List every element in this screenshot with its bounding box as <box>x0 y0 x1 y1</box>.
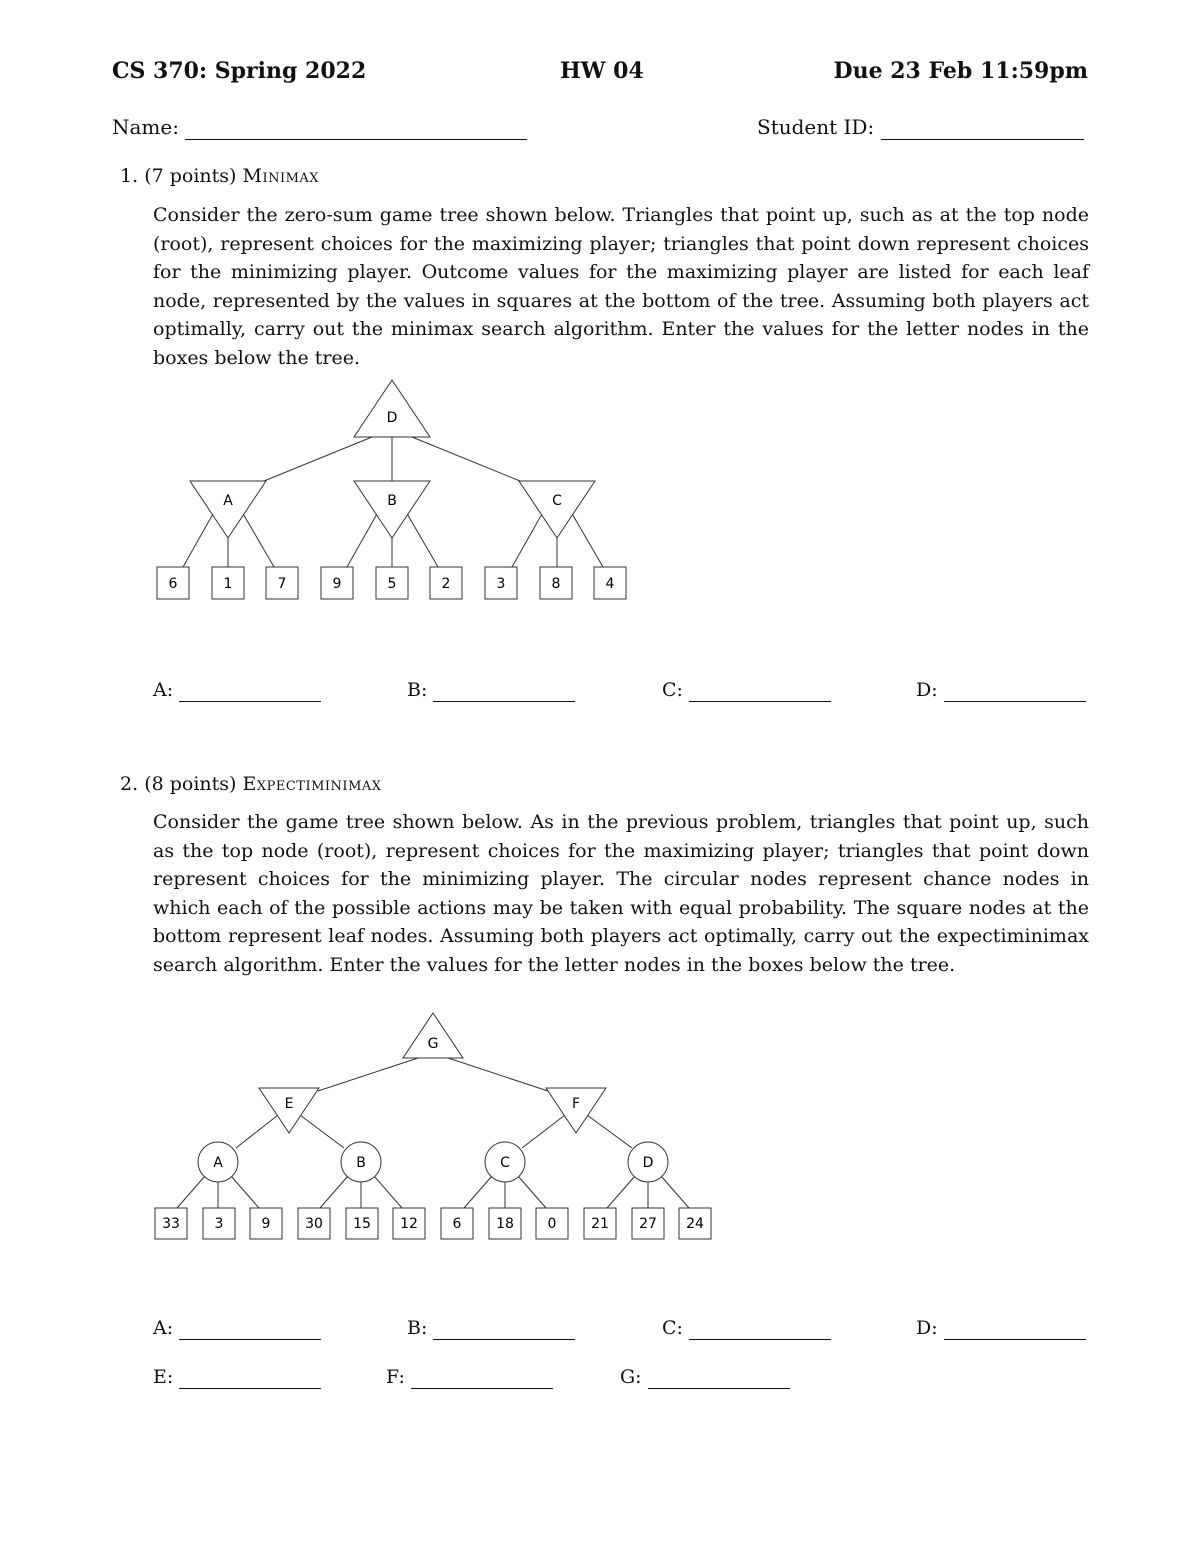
q2-points: (8 points) <box>144 773 237 795</box>
q2-edge <box>320 1176 348 1208</box>
q1-node-label-B: B <box>387 493 397 509</box>
answer-label: B: <box>407 679 428 701</box>
q2-edge <box>448 1058 548 1091</box>
q1-text: Consider the zero-sum game tree shown below. Triangles that point up, such as at the top node (root), represent choices for the maximizing player; triangles that point down represent choices for the minimizing player. Outcome values for the maximizing player are listed for each leaf node, represented by the values in squares at the bottom of the tree. Assuming both players act optimally, carry out the minimax search algorithm. Enter the values for the letter nodes in the boxes below the tree. <box>153 204 1089 369</box>
answer-blank[interactable] <box>433 1317 575 1340</box>
q1-points: (7 points) <box>144 165 237 187</box>
q1-max-node-triangle <box>354 380 430 437</box>
q1-number: 1. <box>120 165 139 187</box>
q2-node-label-E: E <box>284 1096 294 1112</box>
q1-answer-A[interactable] <box>153 679 321 702</box>
answer-blank[interactable] <box>179 1366 321 1389</box>
q2-leaf-value: 0 <box>547 1216 557 1232</box>
q2-leaf-value: 18 <box>496 1216 514 1232</box>
answer-blank[interactable] <box>689 679 831 702</box>
answer-label: D: <box>916 679 938 701</box>
q2-node-label-F: F <box>571 1096 581 1112</box>
q2-edge <box>607 1176 635 1208</box>
q1-answer-B[interactable] <box>407 679 575 702</box>
name-label: Name: <box>112 115 179 139</box>
q2-edge <box>518 1176 546 1208</box>
q1-node-label-D: D <box>386 410 398 426</box>
q2-leaf-value: 24 <box>686 1216 704 1232</box>
q2-node-label-D: D <box>642 1155 654 1171</box>
q1-edge <box>264 437 372 481</box>
q2-title: Expectiminimax <box>242 773 382 795</box>
q2-node-label-G: G <box>427 1036 439 1052</box>
q2-leaf-value: 12 <box>400 1216 418 1232</box>
student-id-label: Student ID: <box>757 115 875 139</box>
q2-leaf-value: 6 <box>452 1216 462 1232</box>
q2-answer-E[interactable] <box>153 1366 321 1389</box>
q2-answer-F[interactable] <box>386 1366 553 1389</box>
answer-label: F: <box>386 1366 405 1388</box>
q2-answer-G[interactable] <box>620 1366 790 1389</box>
answer-label: A: <box>153 1317 174 1339</box>
q1-leaf-value: 4 <box>605 576 615 592</box>
q1-leaf-value: 7 <box>277 576 287 592</box>
q1-leaf-value: 1 <box>223 576 233 592</box>
q2-edge <box>661 1176 689 1208</box>
q1-leaf-value: 5 <box>387 576 397 592</box>
answer-blank[interactable] <box>944 1317 1086 1340</box>
q2-heading <box>120 773 382 795</box>
q2-edge <box>464 1176 492 1208</box>
q2-text: Consider the game tree shown below. As in the previous problem, triangles that point up, such as the top node (root), represent choices for the maximizing player; triangles that point down represent choices for the minimizing player. The circular nodes represent chance nodes in which each of the possible actions may be taken with equal probability. The square nodes at the bottom represent leaf nodes. Assuming both players act optimally, carry out the expectiminimax search algorithm. Enter the values for the letter nodes in the boxes below the tree. <box>153 811 1089 976</box>
answer-label: G: <box>620 1366 642 1388</box>
q2-answer-D[interactable] <box>916 1317 1086 1340</box>
answer-label: A: <box>153 679 174 701</box>
answer-label: C: <box>662 679 683 701</box>
q2-edge <box>318 1058 418 1091</box>
q1-title: Minimax <box>242 165 320 187</box>
q2-node-label-C: C <box>500 1155 510 1171</box>
q2-edge <box>300 1115 344 1148</box>
answer-blank[interactable] <box>411 1366 553 1389</box>
answer-label: E: <box>153 1366 174 1388</box>
q2-edge <box>522 1115 565 1148</box>
q2-leaf-value: 33 <box>162 1216 180 1232</box>
q2-leaf-value: 9 <box>261 1216 271 1232</box>
q1-leaf-value: 3 <box>496 576 506 592</box>
q1-edge <box>412 437 520 481</box>
q1-min-node-triangle <box>190 481 266 538</box>
q2-number: 2. <box>120 773 139 795</box>
answer-label: B: <box>407 1317 428 1339</box>
q1-leaf-value: 2 <box>441 576 451 592</box>
answer-blank[interactable] <box>179 679 321 702</box>
q1-answer-D[interactable] <box>916 679 1086 702</box>
answer-blank[interactable] <box>689 1317 831 1340</box>
answer-label: C: <box>662 1317 683 1339</box>
answer-label: D: <box>916 1317 938 1339</box>
q1-leaf-value: 8 <box>551 576 561 592</box>
answer-blank[interactable] <box>433 679 575 702</box>
q2-answer-C[interactable] <box>662 1317 831 1340</box>
q2-edge <box>231 1176 259 1208</box>
q2-node-label-B: B <box>356 1155 366 1171</box>
q2-answer-A[interactable] <box>153 1317 321 1340</box>
q1-min-node-triangle <box>354 481 430 538</box>
course-title: CS 370: Spring 2022 <box>112 58 367 84</box>
q1-leaf-value: 6 <box>168 576 178 592</box>
q2-answer-B[interactable] <box>407 1317 575 1340</box>
q1-leaf-value: 9 <box>332 576 342 592</box>
q2-edge <box>236 1115 278 1148</box>
q2-leaf-value: 30 <box>305 1216 323 1232</box>
q1-answer-C[interactable] <box>662 679 831 702</box>
q1-node-label-A: A <box>223 493 233 509</box>
due-date: Due 23 Feb 11:59pm <box>833 58 1088 84</box>
answer-blank[interactable] <box>179 1317 321 1340</box>
q2-leaf-value: 3 <box>214 1216 224 1232</box>
answer-blank[interactable] <box>944 679 1086 702</box>
q2-node-label-A: A <box>213 1155 223 1171</box>
q2-leaf-value: 15 <box>353 1216 371 1232</box>
homework-number: HW 04 <box>560 58 644 84</box>
q2-edge <box>177 1176 205 1208</box>
q2-leaf-value: 27 <box>639 1216 657 1232</box>
q1-node-label-C: C <box>552 493 562 509</box>
q2-leaf-value: 21 <box>591 1216 609 1232</box>
answer-blank[interactable] <box>648 1366 790 1389</box>
q2-edge <box>587 1115 632 1148</box>
q1-min-node-triangle <box>519 481 595 538</box>
q2-edge <box>374 1176 402 1208</box>
